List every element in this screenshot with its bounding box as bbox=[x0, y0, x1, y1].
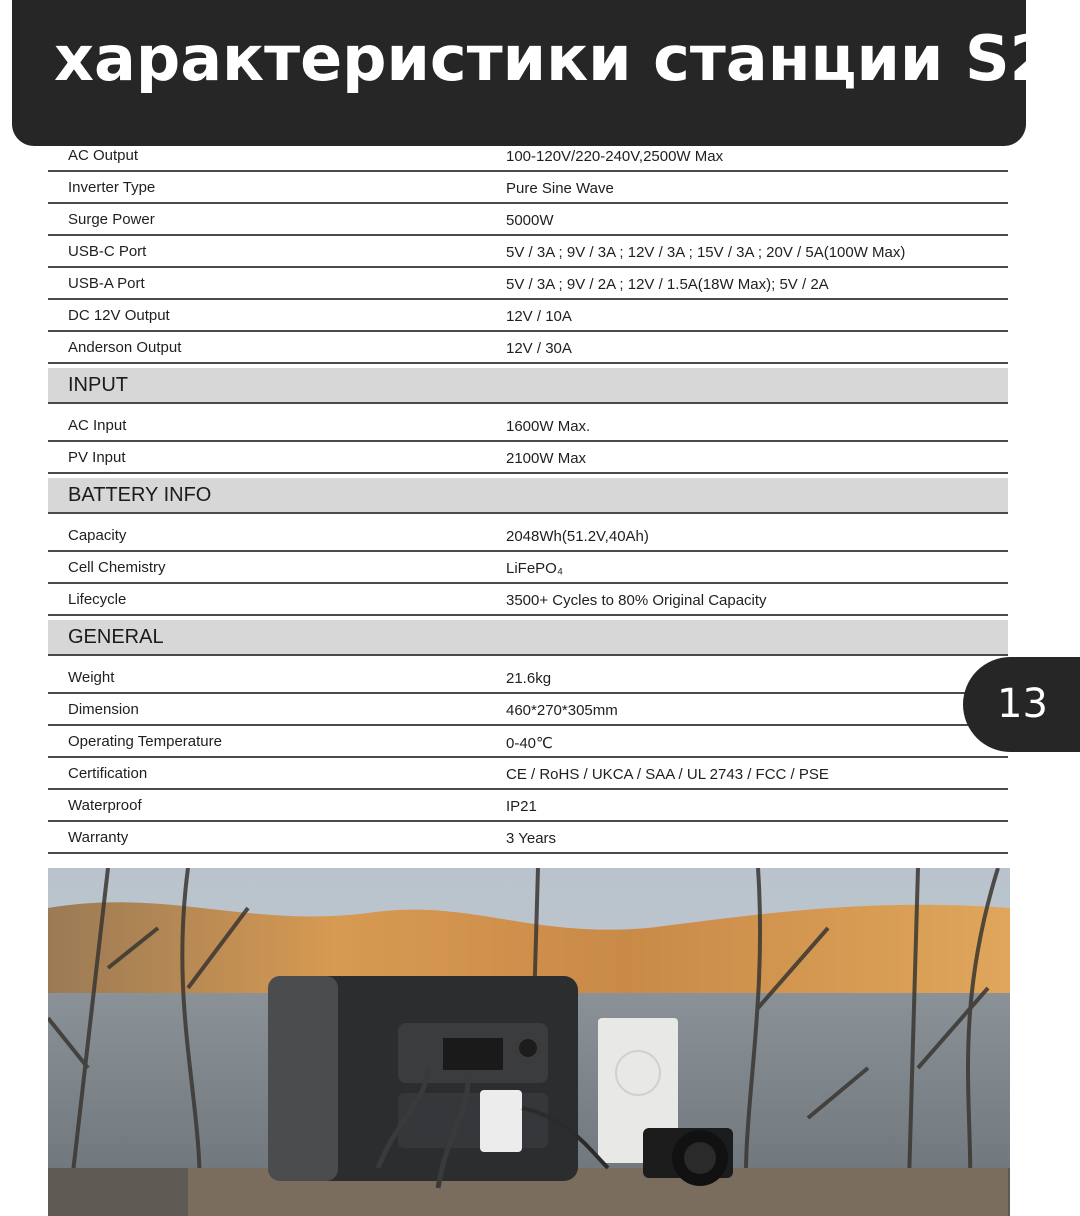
spec-value: 2100W Max bbox=[506, 450, 587, 467]
section-title: INPUT bbox=[68, 374, 128, 396]
table-row bbox=[48, 520, 1008, 552]
table-row bbox=[48, 332, 1008, 364]
table-row bbox=[48, 822, 1008, 854]
spec-label: PV Input bbox=[68, 449, 126, 466]
spec-value: 1600W Max. bbox=[506, 418, 591, 435]
spec-label: Anderson Output bbox=[68, 339, 182, 356]
spec-label: Operating Temperature bbox=[68, 733, 222, 750]
spec-value: 12V / 10A bbox=[506, 308, 572, 325]
spec-value: IP21 bbox=[506, 798, 537, 815]
table-row bbox=[48, 410, 1008, 442]
spec-value: 0-40℃ bbox=[506, 735, 553, 752]
section-header-general bbox=[48, 620, 1008, 656]
table-row bbox=[48, 790, 1008, 822]
product-photo bbox=[48, 868, 1010, 1216]
table-row bbox=[48, 300, 1008, 332]
spec-label: Waterproof bbox=[68, 797, 142, 814]
page-number: 13 bbox=[997, 681, 1048, 727]
spec-value: 5V / 3A ; 9V / 2A ; 12V / 1.5A(18W Max); 5V / 2A bbox=[506, 276, 829, 293]
spec-value: 5000W bbox=[506, 212, 554, 229]
spec-label: Warranty bbox=[68, 829, 129, 846]
spec-value: Pure Sine Wave bbox=[506, 180, 614, 197]
spec-label: Weight bbox=[68, 669, 115, 686]
table-row bbox=[48, 662, 1008, 694]
spec-value: 5V / 3A ; 9V / 3A ; 12V / 3A ; 15V / 3A ; 20V / 5A(100W Max) bbox=[506, 244, 906, 261]
page-title: характеристики станции S2 bbox=[54, 22, 1053, 95]
table-row bbox=[48, 268, 1008, 300]
table-row bbox=[48, 584, 1008, 616]
title-banner bbox=[12, 0, 1053, 146]
spec-value: 12V / 30A bbox=[506, 340, 572, 357]
section-title: BATTERY INFO bbox=[68, 484, 212, 506]
table-row bbox=[48, 442, 1008, 474]
spec-label: USB-A Port bbox=[68, 275, 145, 292]
spec-value: LiFePO₄ bbox=[506, 560, 563, 577]
table-row bbox=[48, 172, 1008, 204]
spec-value: CE / RoHS / UKCA / SAA / UL 2743 / FCC / PSE bbox=[506, 766, 829, 783]
spec-label: Cell Chemistry bbox=[68, 559, 166, 576]
table-row bbox=[48, 758, 1008, 790]
section-header-input bbox=[48, 368, 1008, 404]
photo-scene bbox=[48, 868, 1010, 1216]
spec-label: Capacity bbox=[68, 527, 127, 544]
spec-value: 460*270*305mm bbox=[506, 702, 618, 719]
spec-label: Dimension bbox=[68, 701, 139, 718]
spec-value: 21.6kg bbox=[506, 670, 552, 687]
spec-label: Lifecycle bbox=[68, 591, 127, 608]
section-title: GENERAL bbox=[68, 626, 164, 648]
table-row bbox=[48, 140, 1008, 172]
power-station-icon bbox=[268, 976, 578, 1181]
spec-value: 3 Years bbox=[506, 830, 557, 847]
spec-label: AC Output bbox=[68, 147, 139, 164]
table-row bbox=[48, 204, 1008, 236]
spec-label: Certification bbox=[68, 765, 148, 782]
spec-value: 3500+ Cycles to 80% Original Capacity bbox=[506, 592, 767, 609]
spec-value: 100-120V/220-240V,2500W Max bbox=[506, 148, 724, 165]
spec-label: DC 12V Output bbox=[68, 307, 170, 324]
camera-icon bbox=[643, 1128, 733, 1186]
table-row bbox=[48, 236, 1008, 268]
table-row bbox=[48, 694, 1008, 726]
spec-label: USB-C Port bbox=[68, 243, 147, 260]
section-header-battery bbox=[48, 478, 1008, 514]
spec-label: Inverter Type bbox=[68, 179, 156, 196]
spec-label: AC Input bbox=[68, 417, 127, 434]
table-row bbox=[48, 552, 1008, 584]
spec-value: 2048Wh(51.2V,40Ah) bbox=[506, 528, 649, 545]
table-row bbox=[48, 726, 1008, 758]
page-number-badge bbox=[963, 657, 1080, 752]
spec-table bbox=[48, 140, 1008, 854]
spec-label: Surge Power bbox=[68, 211, 155, 228]
